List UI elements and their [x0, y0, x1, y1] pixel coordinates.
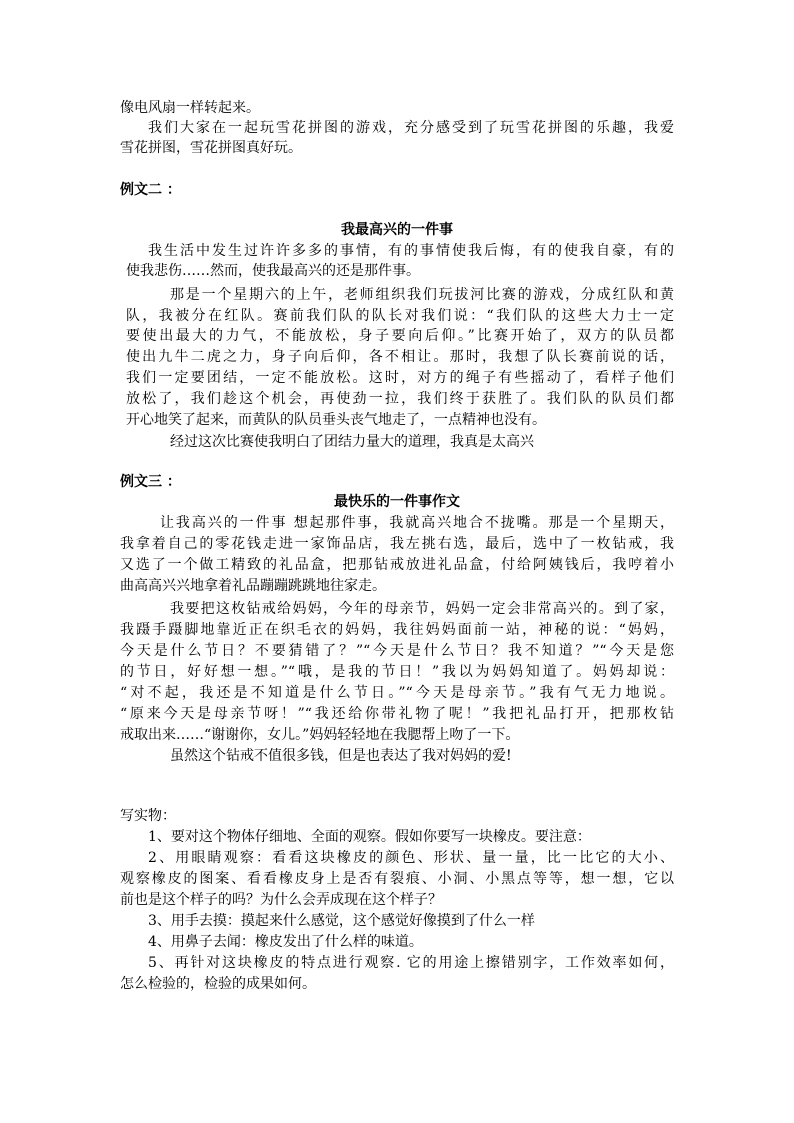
paragraph-line: “对不起，我还是不知道是什么节日。”“今天是母亲节。”我有气无力地说。 [120, 685, 674, 701]
list-item: 5、再针对这块橡皮的特点进行观察. 它的用途上擦错别字，工作效率如何， [148, 955, 674, 971]
list-item: 4、用鼻子去闻：橡皮发出了什么样的味道。 [148, 934, 423, 950]
paragraph-line: 放松了，我们趁这个机会，再使劲一拉，我们终于获胜了。我们队的队员们都 [126, 391, 674, 407]
paragraph-line: 我蹑手蹑脚地靠近正在织毛衣的妈妈，我往妈妈面前一站，神秘的说：“妈妈， [120, 622, 674, 638]
paragraph-line: 的节日，好好想一想。”“哦，是我的节日！”我以为妈妈知道了。妈妈却说： [120, 664, 674, 680]
essay-title: 最快乐的一件事作文 [334, 494, 460, 510]
list-item: 怎么检验的，检验的成果如何。 [120, 976, 316, 992]
paragraph-line: 要使出最大的力气，不能放松，身子要向后仰。”比赛开始了，双方的队员都 [126, 328, 674, 344]
list-item: 3、用手去摸：摸起来什么感觉，这个感觉好像摸到了什么一样 [148, 913, 535, 929]
list-item: 2、用眼睛观察：看看这块橡皮的颜色、形状、量一量，比一比它的大小、 [148, 850, 674, 866]
paragraph-line: 那是一个星期六的上午，老师组织我们玩拔河比赛的游戏，分成红队和黄 [170, 287, 674, 303]
paragraph-line: 我们一定要团结，一定不能放松。这时，对方的绳子有些摇动了，看样子他们 [126, 370, 674, 386]
text-line: 雪花拼图，雪花拼图真好玩。 [120, 140, 302, 156]
paragraph-line: 我拿着自己的零花钱走进一家饰品店，我左挑右选，最后，选中了一枚钻戒，我 [120, 536, 674, 552]
paragraph-line: 开心地笑了起来，而黄队的队员垂头丧气地走了，一点精神也没有。 [126, 412, 546, 428]
paragraph-line: 经过这次比赛使我明白了团结力量大的道理，我真是太高兴 [170, 434, 534, 450]
section-label: 例文二 ： [120, 182, 181, 198]
paragraph-line: 使出九牛二虎之力，身子向后仰，各不相让。那时，我想了队长赛前说的话， [126, 349, 674, 365]
paragraph-line: 我生活中发生过许许多多的事情，有的事情使我后悔，有的使我自豪，有的 [148, 243, 674, 259]
list-item: 1、要对这个物体仔细地、全面的观察。假如你要写一块橡皮。要注意： [148, 829, 591, 845]
section-label: 写实物： [120, 808, 176, 824]
section-label: 例文三 ： [120, 474, 181, 490]
paragraph-line: 使我悲伤……然而，使我最高兴的还是那件事。 [126, 263, 420, 279]
paragraph-line: 让我高兴的一件事 想起那件事，我就高兴地合不拢嘴。那是一个星期天， [160, 515, 674, 531]
paragraph-line: 队，我被分在红队。赛前我们队的队长对我们说：“我们队的这些大力士一定 [126, 308, 674, 324]
paragraph-line: 曲高高兴兴地拿着礼品蹦蹦跳跳地往家走。 [120, 578, 386, 594]
paragraph-line: 今天是什么节日？不要猜错了？”“今天是什么节日？我不知道？”“今天是您 [120, 643, 674, 659]
paragraph-line: 戒取出来……“谢谢你，女儿。”妈妈轻轻地在我腮帮上吻了一下。 [120, 727, 520, 743]
text-line: 像电风扇一样转起来。 [120, 100, 260, 116]
essay-title: 我最高兴的一件事 [341, 222, 453, 238]
list-item: 前也是这个样子的吗？为什么会弄成现在这个样子？ [120, 892, 442, 908]
paragraph-line: “原来今天是母亲节呀！”“我还给你带礼物了呢！”我把礼品打开，把那枚钻 [120, 706, 674, 722]
list-item: 观察橡皮的图案、看看橡皮身上是否有裂痕、小洞、小黑点等等，想一想，它以 [120, 871, 674, 887]
paragraph-line: 我要把这枚钻戒给妈妈，今年的母亲节，妈妈一定会非常高兴的。到了家， [170, 601, 674, 617]
paragraph-line: 又选了一个做工精致的礼品盒，把那钻戒放进礼品盒，付给阿姨钱后，我哼着小 [120, 557, 674, 573]
paragraph-line: 虽然这个钻戒不值很多钱，但是也表达了我对妈妈的爱! [170, 748, 512, 764]
text-line: 我们大家在一起玩雪花拼图的游戏，充分感受到了玩雪花拼图的乐趣，我爱 [148, 120, 674, 136]
